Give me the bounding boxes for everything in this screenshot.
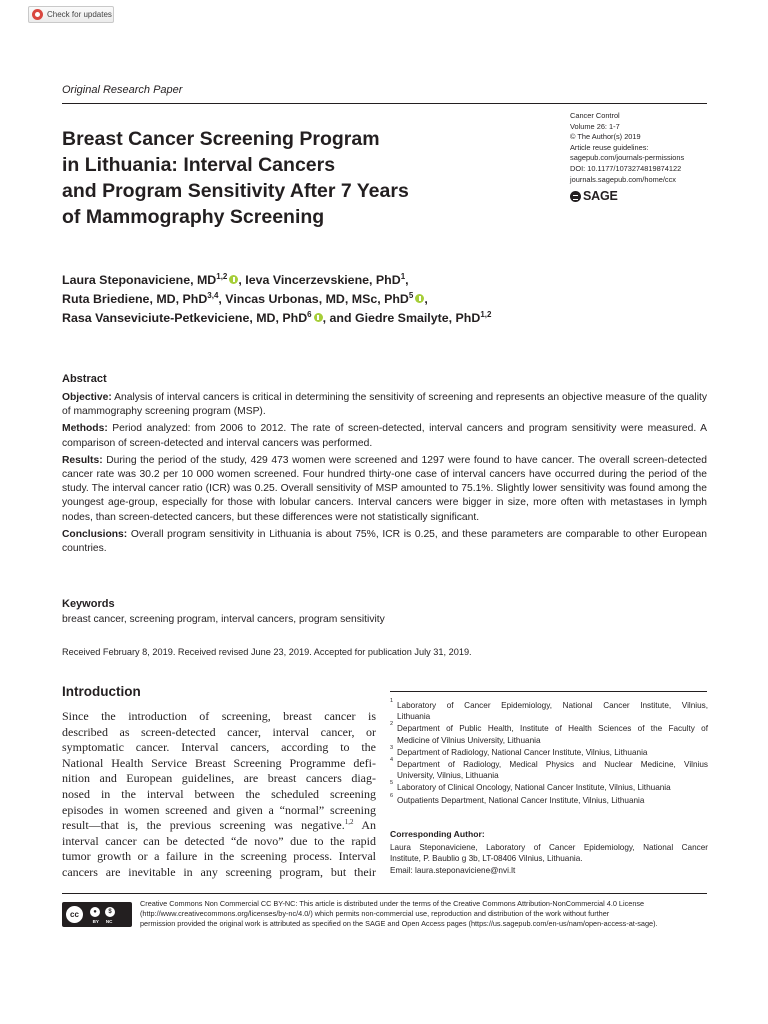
license-line: permission provided the original work is attributed as specified on the SAGE and Open Access pages (https://us.sagepub.com/en-us/nam/open-access-at-sage). bbox=[140, 919, 658, 929]
affiliation-text: Department of Radiology, Medical Physics and Nuclear Medicine, Vilnius bbox=[397, 760, 708, 770]
abstract-results-label: Results: bbox=[62, 454, 103, 466]
abstract-results-text: During the period of the study, 429 473 women were screened and 1297 were found to have cancer. The overall screen-detected cancer rate was 30.2 per 10 000 women screened. Four hundred thirty-one case of interval cancers have occurred during the period of the study. The interval cancer ratio (ICR) was 0.25. Overall sensitivity of MSP amounted to 75.1%. Slightly lower sensitivity was found among the youngest age-group, especially for those with lobular cancers. Interval cancers were bigger in size, more often with metastases in lymph nodes, than screen-detected cancers, but these differences were not statistically significant. bbox=[62, 454, 707, 523]
affiliation-text: Outpatients Department, National Cancer Institute, Vilnius, Lithuania bbox=[397, 795, 645, 805]
author-affiliation: 6 bbox=[307, 309, 312, 319]
abstract-methods-label: Methods: bbox=[62, 423, 108, 435]
intro-line: nosed in the interval between the scheduled screening bbox=[62, 786, 376, 801]
title-line: and Program Sensitivity After 7 Years bbox=[62, 180, 409, 202]
author-line bbox=[62, 290, 662, 309]
affiliation-text: Laboratory of Clinical Oncology, National Cancer Institute, Vilnius, Lithuania bbox=[397, 783, 671, 793]
affiliation-list bbox=[390, 700, 708, 807]
abstract-heading: Abstract bbox=[62, 373, 107, 385]
abstract-objective bbox=[62, 391, 707, 419]
journal-volume: Volume 26: 1-7 bbox=[570, 121, 620, 131]
author-affiliation: 1,2 bbox=[480, 309, 492, 319]
author-name: , and Giedre Smailyte, PhD bbox=[322, 311, 481, 325]
author-name: Rasa Vanseviciute-Petkeviciene, MD, PhD bbox=[62, 311, 308, 325]
journal-home-link[interactable]: journals.sagepub.com/home/ccx bbox=[570, 174, 676, 184]
abstract-objective-text: Analysis of interval cancers is critical in determining the sensitivity of screening and represents an objective measure of the quality of mammography screening program (MSP). bbox=[62, 392, 707, 418]
affiliation-text: Department of Radiology, National Cancer Institute, Vilnius, Lithuania bbox=[397, 747, 648, 757]
keywords-heading: Keywords bbox=[62, 598, 115, 610]
cc-terms bbox=[89, 906, 116, 924]
sage-logo-text: SAGE bbox=[583, 189, 618, 203]
affiliation-text: Department of Public Health, Institute of Health Sciences of the Faculty of bbox=[397, 724, 708, 734]
corresponding-author-heading: Corresponding Author: bbox=[390, 829, 485, 839]
author-name: Ruta Briediene, MD, PhD bbox=[62, 292, 208, 306]
abstract-conclusions-label: Conclusions: bbox=[62, 528, 128, 540]
affiliation-item bbox=[390, 723, 708, 745]
intro-line: episodes in women screened and given a “normal” screening bbox=[62, 802, 376, 817]
footer-divider bbox=[62, 893, 707, 894]
author-affiliation: 5 bbox=[408, 290, 414, 300]
affiliation-number: 3 bbox=[390, 744, 394, 751]
affiliation-number: 6 bbox=[390, 792, 394, 799]
journal-info bbox=[570, 111, 720, 185]
intro-line: symptomatic cancer. Interval cancers, according to the bbox=[62, 740, 376, 755]
introduction-heading: Introduction bbox=[62, 684, 141, 699]
cc-license-badge[interactable] bbox=[62, 902, 132, 927]
affiliation-item bbox=[390, 700, 708, 722]
journal-copyright: © The Author(s) 2019 bbox=[570, 132, 641, 142]
sage-logo bbox=[570, 189, 618, 203]
author-separator: , bbox=[405, 273, 409, 287]
article-title bbox=[62, 126, 562, 230]
cc-by-label: BY bbox=[92, 918, 99, 924]
author-separator: , bbox=[424, 292, 428, 306]
abstract-methods bbox=[62, 422, 707, 450]
license-line: Creative Commons Non Commercial CC BY-NC: This article is distributed under the terms of the Creative Commons Attribution-NonCommercial 4.0 License bbox=[140, 899, 645, 908]
journal-name: Cancer Control bbox=[570, 111, 620, 120]
corresponding-author-line: Laura Steponaviciene, Laboratory of Cancer Epidemiology, National Cancer bbox=[390, 843, 708, 852]
intro-line: Since the introduction of screening, breast cancer is bbox=[62, 709, 376, 723]
crossmark-icon bbox=[32, 9, 43, 20]
intro-line: described as screen-detected cancer, interval cancer, or bbox=[62, 724, 376, 739]
author-affiliation: 3,4 bbox=[207, 290, 219, 300]
affiliation-item bbox=[390, 759, 708, 781]
cc-term-icons bbox=[89, 906, 116, 918]
attribution-icon: ● bbox=[89, 906, 101, 918]
title-line: in Lithuania: Interval Cancers bbox=[62, 154, 336, 176]
affiliation-item bbox=[390, 782, 708, 793]
corresponding-author-email[interactable]: Email: laura.steponaviciene@nvi.lt bbox=[390, 865, 516, 875]
author-name: Laura Steponaviciene, MD bbox=[62, 273, 217, 287]
abstract-results bbox=[62, 454, 707, 525]
abstract-objective-label: Objective: bbox=[62, 392, 112, 403]
intro-line: National Health Service Breast Screening Programme defi- bbox=[62, 755, 376, 770]
journal-reuse-link[interactable]: sagepub.com/journals-permissions bbox=[570, 153, 685, 163]
affiliation-text: University, Vilnius, Lithuania bbox=[397, 771, 499, 781]
author-affiliation: 1 bbox=[400, 271, 406, 281]
introduction-body bbox=[62, 709, 376, 881]
author-name: , Vincas Urbonas, MD, MSc, PhD bbox=[218, 292, 409, 306]
cc-term-labels bbox=[93, 919, 113, 924]
intro-line: tumor growth or a failure in the screening process. Interval bbox=[62, 849, 376, 864]
footnote-divider bbox=[390, 691, 707, 692]
author-name: , Ieva Vincerzevskiene, PhD bbox=[238, 273, 401, 287]
affiliation-item bbox=[390, 792, 708, 806]
noncommercial-icon: $ bbox=[104, 906, 116, 918]
author-line bbox=[62, 271, 662, 290]
affiliation-number: 4 bbox=[390, 757, 394, 764]
intro-line: interval cancer can be detected “de novo” due to the rapid bbox=[62, 833, 376, 848]
intro-line bbox=[62, 818, 376, 834]
corresponding-author-body bbox=[390, 842, 708, 876]
paper-type: Original Research Paper bbox=[62, 84, 183, 96]
author-list bbox=[62, 271, 662, 328]
author-affiliation: 1,2 bbox=[216, 271, 228, 281]
license-text bbox=[140, 899, 708, 930]
citation-ref[interactable]: 1,2 bbox=[344, 818, 354, 827]
intro-line: nition and European guidelines, are breast cancers diag- bbox=[62, 771, 376, 786]
license-line: (http://www.creativecommons.org/licenses/by-nc/4.0/) which permits non-commercial use, reproduction and distribution of the work without further bbox=[140, 909, 610, 919]
cc-icon: cc bbox=[65, 905, 84, 924]
orcid-icon[interactable] bbox=[314, 313, 323, 322]
header-divider bbox=[62, 103, 707, 104]
title-line: of Mammography Screening bbox=[62, 206, 325, 228]
affiliation-number: 5 bbox=[390, 780, 394, 787]
check-for-updates-label: Check for updates bbox=[47, 10, 112, 19]
abstract-body bbox=[62, 391, 707, 559]
received-dates: Received February 8, 2019. Received revised June 23, 2019. Accepted for publication July 31, 2019. bbox=[62, 647, 472, 657]
intro-line-text: result—that is, the previous screening was negative. bbox=[62, 818, 345, 833]
affiliation-number: 1 bbox=[390, 698, 394, 704]
affiliation-text: Medicine of Vilnius University, Lithuania bbox=[397, 735, 541, 745]
journal-doi[interactable]: DOI: 10.1177/1073274819874122 bbox=[570, 163, 682, 173]
journal-reuse: Article reuse guidelines: bbox=[570, 142, 649, 152]
abstract-methods-text: Period analyzed: from 2006 to 2012. The rate of screen-detected, interval cancers and program sensitivity were measured. A comparison of screen-detected and interval cancers was performed. bbox=[62, 423, 707, 449]
corresponding-author-line: Institute, P. Baublio g 3b, LT-08406 Vilnius, Lithuania. bbox=[390, 854, 583, 864]
title-line: Breast Cancer Screening Program bbox=[62, 128, 380, 150]
affiliation-text: Laboratory of Cancer Epidemiology, National Cancer Institute, Vilnius, bbox=[397, 701, 708, 710]
author-line bbox=[62, 309, 662, 328]
affiliation-text: Lithuania bbox=[397, 712, 431, 722]
abstract-conclusions bbox=[62, 528, 707, 556]
orcid-icon[interactable] bbox=[415, 294, 424, 303]
check-for-updates-button[interactable] bbox=[28, 6, 114, 23]
abstract-conclusions-text: Overall program sensitivity in Lithuania is about 75%, ICR is 0.25, and these parameters are comparable to other European countries. bbox=[62, 528, 707, 555]
affiliation-number: 2 bbox=[390, 721, 394, 728]
affiliation-item bbox=[390, 744, 708, 758]
intro-line-tail: An bbox=[353, 818, 376, 833]
cc-nc-label: NC bbox=[105, 918, 113, 924]
keywords-text: breast cancer, screening program, interval cancers, program sensitivity bbox=[62, 614, 385, 625]
sage-logo-icon bbox=[570, 191, 581, 202]
intro-line: cancers are inevitable in any screening program, but their bbox=[62, 864, 376, 879]
